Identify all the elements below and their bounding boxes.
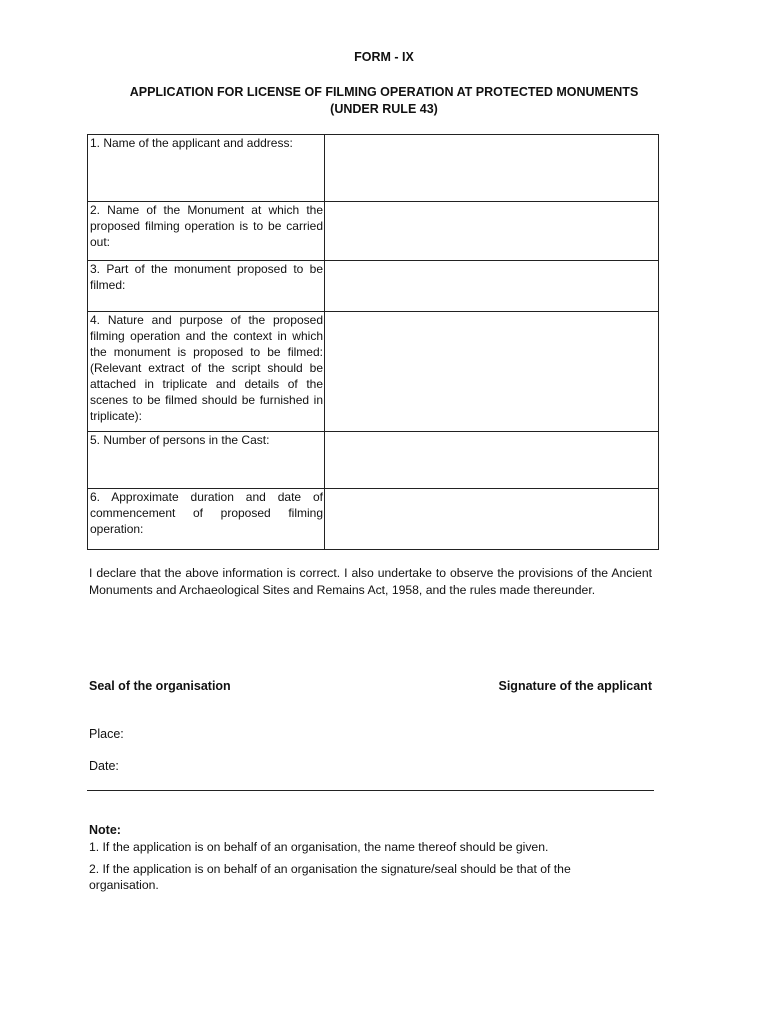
row-label: 3. Part of the monument proposed to be filmed: [88, 261, 325, 312]
divider-line [87, 790, 654, 791]
signature-label: Signature of the applicant [498, 679, 652, 693]
monument-part-field[interactable] [325, 261, 659, 312]
note-item: 2. If the application is on behalf of an organisation the signature/seal should be that of the organisation. [89, 862, 571, 892]
row-label: 6. Approximate duration and date of commencement of proposed filming operation: [88, 489, 325, 550]
application-form-table [87, 134, 659, 550]
form-row [88, 261, 659, 312]
date-label: Date: [89, 759, 119, 773]
form-title: APPLICATION FOR LICENSE OF FILMING OPERATION AT PROTECTED MONUMENTS [129, 85, 639, 99]
seal-label: Seal of the organisation [89, 679, 231, 693]
filming-purpose-field[interactable] [325, 312, 659, 432]
cast-count-field[interactable] [325, 432, 659, 489]
form-row [88, 312, 659, 432]
form-subtitle: (UNDER RULE 43) [330, 102, 438, 116]
duration-date-field[interactable] [325, 489, 659, 550]
note-heading: Note: [89, 823, 121, 837]
declaration-text: I declare that the above information is correct. I also undertake to observe the provisions of the Ancient Monuments and Archaeological Sites and Remains Act, 1958, and the rules made thereunder. [89, 566, 652, 597]
form-row [88, 489, 659, 550]
applicant-name-address-field[interactable] [325, 135, 659, 202]
note-item: 1. If the application is on behalf of an organisation, the name thereof should be given. [89, 840, 549, 854]
form-row [88, 202, 659, 261]
row-label: 5. Number of persons in the Cast: [88, 432, 325, 489]
form-row [88, 135, 659, 202]
row-label: 1. Name of the applicant and address: [88, 135, 325, 202]
place-label: Place: [89, 727, 124, 741]
form-number: FORM - IX [354, 50, 414, 64]
row-label: 4. Nature and purpose of the proposed filming operation and the context in which the monument is proposed to be filmed: (Relevant extract of the script should be attached in triplicate and details of the scenes to be filmed should be furnished in triplicate): [88, 312, 325, 432]
monument-name-field[interactable] [325, 202, 659, 261]
form-row [88, 432, 659, 489]
row-label: 2. Name of the Monument at which the proposed filming operation is to be carried out: [88, 202, 325, 261]
